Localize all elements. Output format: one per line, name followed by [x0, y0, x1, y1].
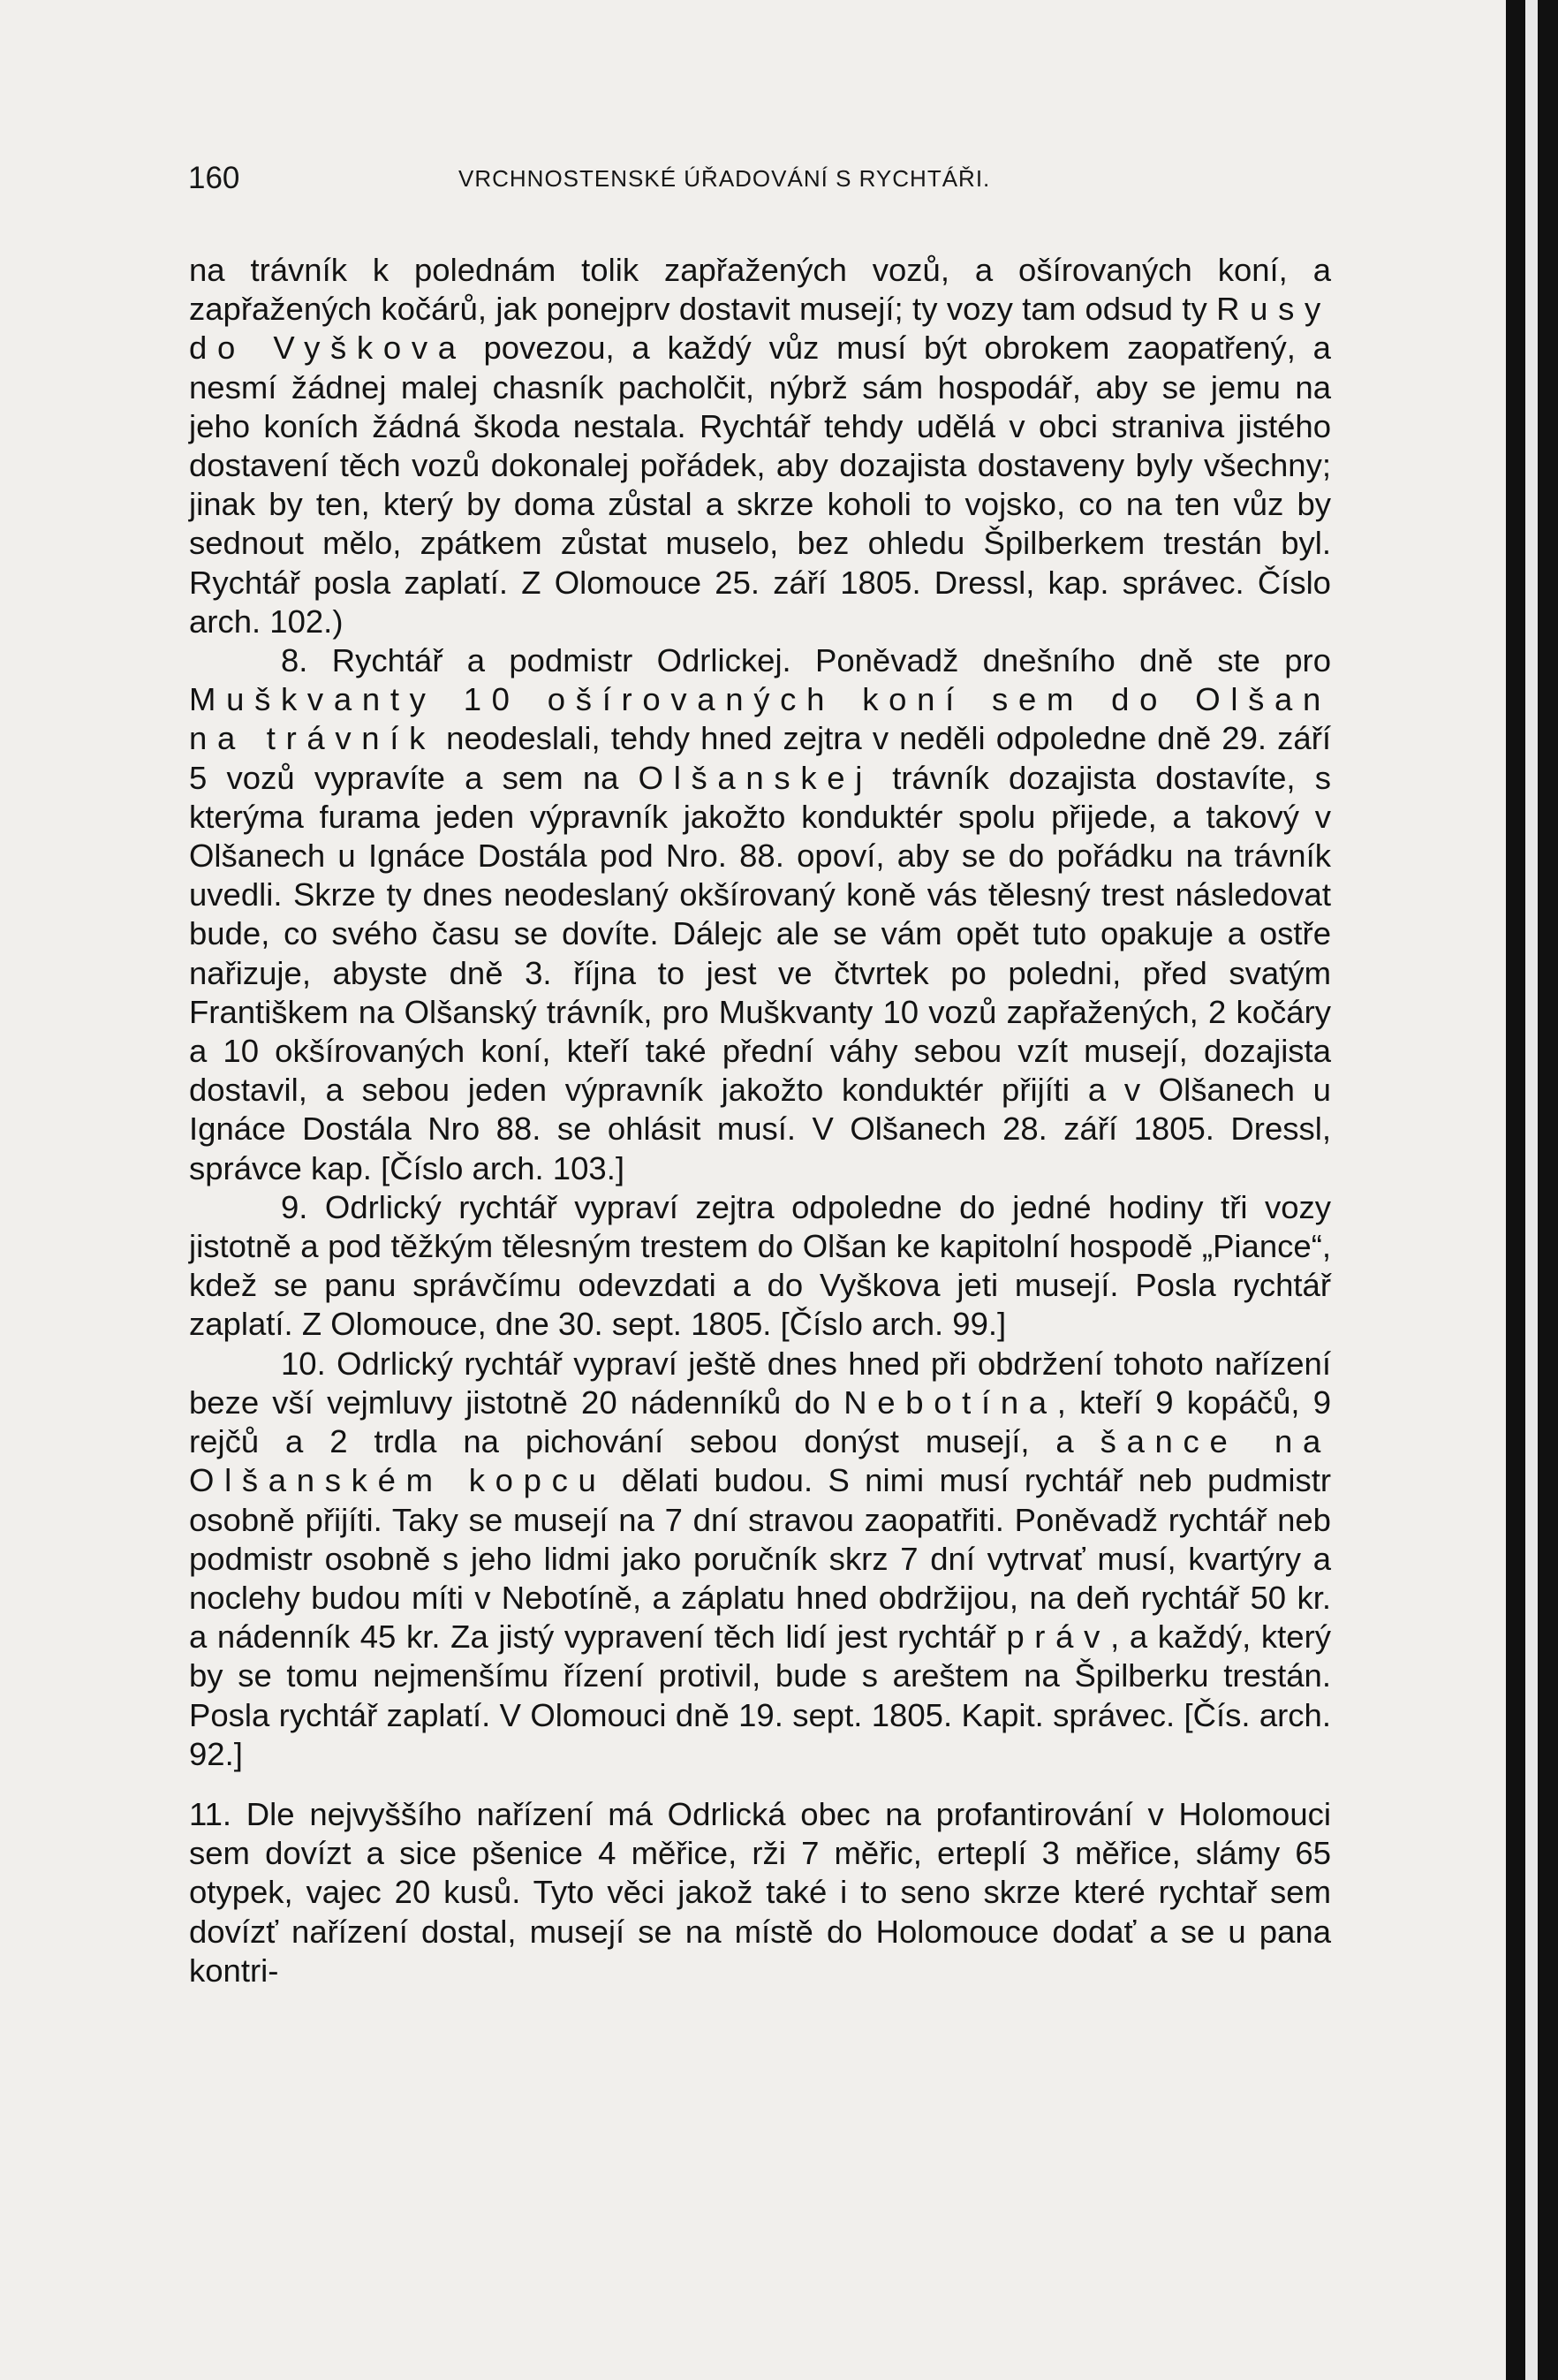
text-run: 11. Dle nejvyššího nařízení má Odrlická obec na profantirování v Holomouci sem dovízt a sice pšenice 4 měřice, rži 7 měřic, erteplí 3 měřice, slámy 65 otypek, vajec 20 kusů. Tyto věci jakož také i to seno skrze které rychtař sem dovízť nařízení dostal, musejí se na místě do Holomouce dodať a se u pana kontri- — [189, 1795, 1331, 1989]
spaced-text: Muškvanty 10 ošírovaných koní sem do Olšan na trávník — [189, 681, 1331, 757]
spaced-text: Rusy do Vyškova — [189, 291, 1331, 367]
paragraph-continued — [189, 251, 1331, 641]
text-run: na trávník k polednám tolik zapřažených vozů, a ošírovaných koní, a zapřažených kočárů, jak ponejprv dostavit musejí; ty vozy tam odsud ty — [189, 252, 1331, 328]
text-run: povezou, a každý vůz musí být obrokem zaopatřený, a nesmí žádnej malej chasník pacholčit, nýbrž sám hospodář, aby se jemu na jeho koních žádná škoda nestala. Rychtář tehdy udělá v obci straniva jistého dostavení těch vozů dokonalej pořádek, aby dozajista dostaveny byly všechny; jinak by ten, který by doma zůstal a skrze koholi to vojsko, co na ten vůz by sednout mělo, zpátkem zůstat muselo, bez ohledu Špilberkem trestán byl. Rychtář posla zaplatí. Z Olomouce 25. září 1805. Dressl, kap. správec. Číslo arch. 102.) — [189, 330, 1331, 640]
spaced-text: Olšanskej — [638, 759, 874, 796]
page-number: 160 — [188, 161, 240, 195]
text-run: , kteří 9 kopáčů, 9 rejčů a 2 trdla na pichování sebou donýst musejí, a — [189, 1383, 1331, 1460]
paragraph-gap — [189, 1774, 1331, 1795]
body-text — [189, 251, 1331, 1990]
running-title: VRCHNOSTENSKÉ ÚŘADOVÁNÍ S RYCHTÁŘI. — [458, 165, 991, 192]
paragraph-9 — [189, 1188, 1331, 1345]
scan-border — [1506, 0, 1558, 2380]
text-run: 9. Odrlický rychtář vypraví zejtra odpoledne do jedné hodiny tři vozy jistotně a pod těžkým tělesným trestem do Olšan ke kapitolní hospodě „Piance“, kdež se panu správčímu odevzdati a do Vyškova jeti musejí. Posla rychtář zaplatí. Z Olomouce, dne 30. sept. 1805. [Číslo arch. 99.] — [189, 1188, 1331, 1343]
text-run: dělati budou. S nimi musí rychtář neb pudmistr osobně přijíti. Taky se musejí na 7 dní stravou zaopatřiti. Poněvadž rychtář neb podmistr osobně s jeho lidmi jako poručník skrz 7 dní vytrvať musí, kvartýry a noclehy budou míti v Nebotíně, a záplatu hned obdržijou, na deň rychtář 50 kr. a nádenník 45 kr. Za jistý vypravení těch lidí jest rychtář — [189, 1462, 1332, 1656]
paragraph-8 — [189, 641, 1331, 1188]
spaced-text: Nebotína — [843, 1383, 1057, 1421]
text-run: neodeslali, tehdy hned zejtra v neděli odpoledne dně 29. září 5 vozů vypravíte a sem na — [189, 720, 1331, 796]
text-run: 10. Odrlický rychtář vypraví ještě dnes hned při obdržení tohoto nařízení beze vší vejmluvy jistotně 20 nádenníků do — [189, 1345, 1331, 1421]
spaced-text: práv — [1006, 1618, 1111, 1656]
text-run: , a každý, který by se tomu nejmenšímu řízení protivil, bude s areštem na Špilberku trestán. Posla rychtář zaplatí. V Olomouci dně 19. sept. 1805. Kapit. správec. [Čís. arch. 92.] — [189, 1618, 1331, 1772]
text-run: trávník dozajista dostavíte, s kterýma furama jeden výpravník jakožto konduktér spolu přijede, a takový v Olšanech u Ignáce Dostála pod Nro. 88. opoví, aby se do pořádku na trávník uvedli. Skrze ty dnes neodeslaný okšírovaný koně vás tělesný trest následovat bude, co svého času se dovíte. Dálejc ale se vám opět tuto opakuje a ostře nařizuje, abyste dně 3. října to jest ve čtvrtek po poledni, před svatým Františkem na Olšanský trávník, pro Muškvanty 10 vozů zapřažených, 2 kočáry a 10 okšírovaných koní, kteří také přední váhy sebou vzít musejí, dozajista dostavil, a sebou jeden výpravník jakožto konduktér přijíti a v Olšanech u Ignáce Dostála Nro 88. se ohlásit musí. V Olšanech 28. září 1805. Dressl, správce kap. [Číslo arch. 103.] — [189, 759, 1331, 1186]
paragraph-11 — [189, 1795, 1331, 1990]
text-run: 8. Rychtář a podmistr Odrlickej. Poněvadž dnešního dně ste pro — [281, 642, 1331, 679]
paragraph-10 — [189, 1345, 1331, 1774]
spaced-text: šance na Olšanském kopcu — [189, 1423, 1331, 1499]
page-header — [188, 157, 1327, 200]
